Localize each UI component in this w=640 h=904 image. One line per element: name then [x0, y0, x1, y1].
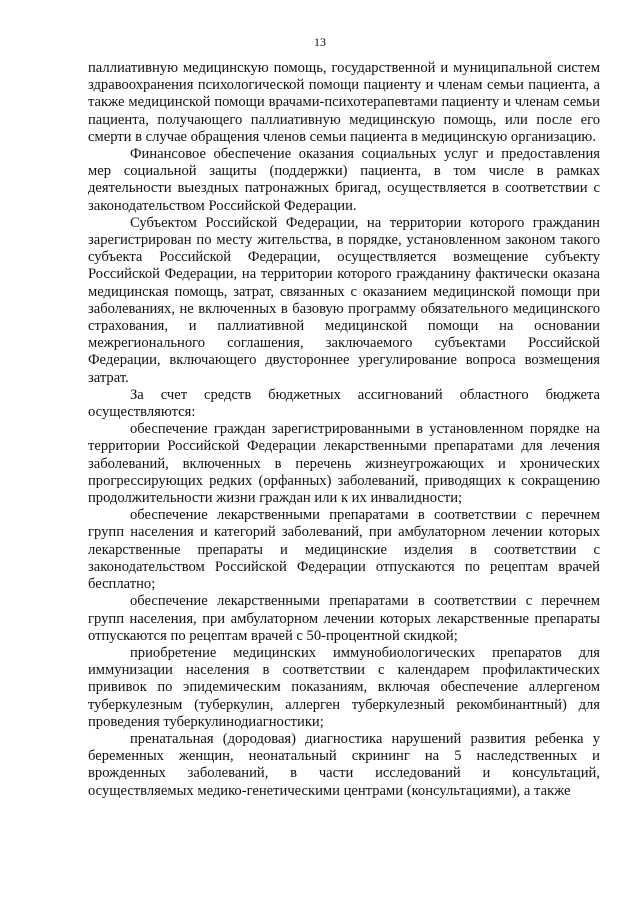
paragraph-regional-budget-intro: За счет средств бюджетных ассигнований областного бюджета осуществляются: [88, 386, 600, 421]
paragraph-social-services-financing: Финансовое обеспечение оказания социальных услуг и предоставления мер социальной защиты (поддержки) пациента, в том числе в рамках деятельности выездных патронажных бригад, осуществляется в соответствии с законодательством Российской Федерации. [88, 146, 600, 214]
paragraph-immunobiological-preparations: приобретение медицинских иммунобиологических препаратов для иммунизации населения в соответствии с календарем профилактических прививок по эпидемическим показаниям, включая обеспечение аллергеном туберкулезным (туберкулин, аллерген туберкулезный рекомбинантный) для проведения туберкулинодиагностики; [88, 644, 600, 730]
paragraph-interregional-reimbursement: Субъектом Российской Федерации, на территории которого гражданин зарегистрирован по месту жительства, в порядке, установленном законом такого субъекта Российской Федерации, осуществляется возмещение субъекту Российской Федерации, на территории которого гражданину фактически оказана медицинская помощь, затрат, связанных с оказанием медицинской помощи при заболеваниях, не включенных в базовую программу обязательного медицинского страхования, и паллиативной медицинской помощи на основании межрегионального соглашения, заключаемого субъектами Российской Федерации, включающего двустороннее урегулирование вопроса возмещения затрат. [88, 214, 600, 386]
paragraph-continuation: паллиативную медицинскую помощь, государственной и муниципальной систем здравоохранения психологической помощи пациенту и членам семьи пациента, а также медицинской помощи врачами-психотерапевтами пациенту и членам семьи пациента, получающего паллиативную медицинскую помощь, или после его смерти в случае обращения членов семьи пациента в медицинскую организацию. [88, 60, 600, 145]
paragraph-free-prescriptions: обеспечение лекарственными препаратами в соответствии с перечнем групп населения и категорий заболеваний, при амбулаторном лечении которых лекарственные препараты и медицинские изделия в соответствии с законодательством Российской Федерации отпускаются по рецептам врачей бесплатно; [88, 507, 600, 593]
paragraph-prenatal-diagnostics: пренатальная (дородовая) диагностика нарушений развития ребенка у беременных женщин, неонатальный скрининг на 5 наследственных и врожденных заболеваний, в части исследований и консультаций, осуществляемых медико-генетическими центрами (консультациями), а также [88, 730, 600, 799]
paragraph-discount-prescriptions: обеспечение лекарственными препаратами в соответствии с перечнем групп населения, при амбулаторном лечении которых лекарственные препараты отпускаются по рецептам врачей с 50-процентной скидкой; [88, 593, 600, 644]
paragraph-rare-diseases-drugs: обеспечение граждан зарегистрированными в установленном порядке на территории Российской Федерации лекарственными препаратами для лечения заболеваний, включенных в перечень жизнеугрожающих и хронических прогрессирующих редких (орфанных) заболеваний, приводящих к сокращению продолжительности жизни граждан или к их инвалидности; [88, 421, 600, 507]
document-body [88, 60, 600, 800]
page-number: 13 [314, 35, 326, 49]
